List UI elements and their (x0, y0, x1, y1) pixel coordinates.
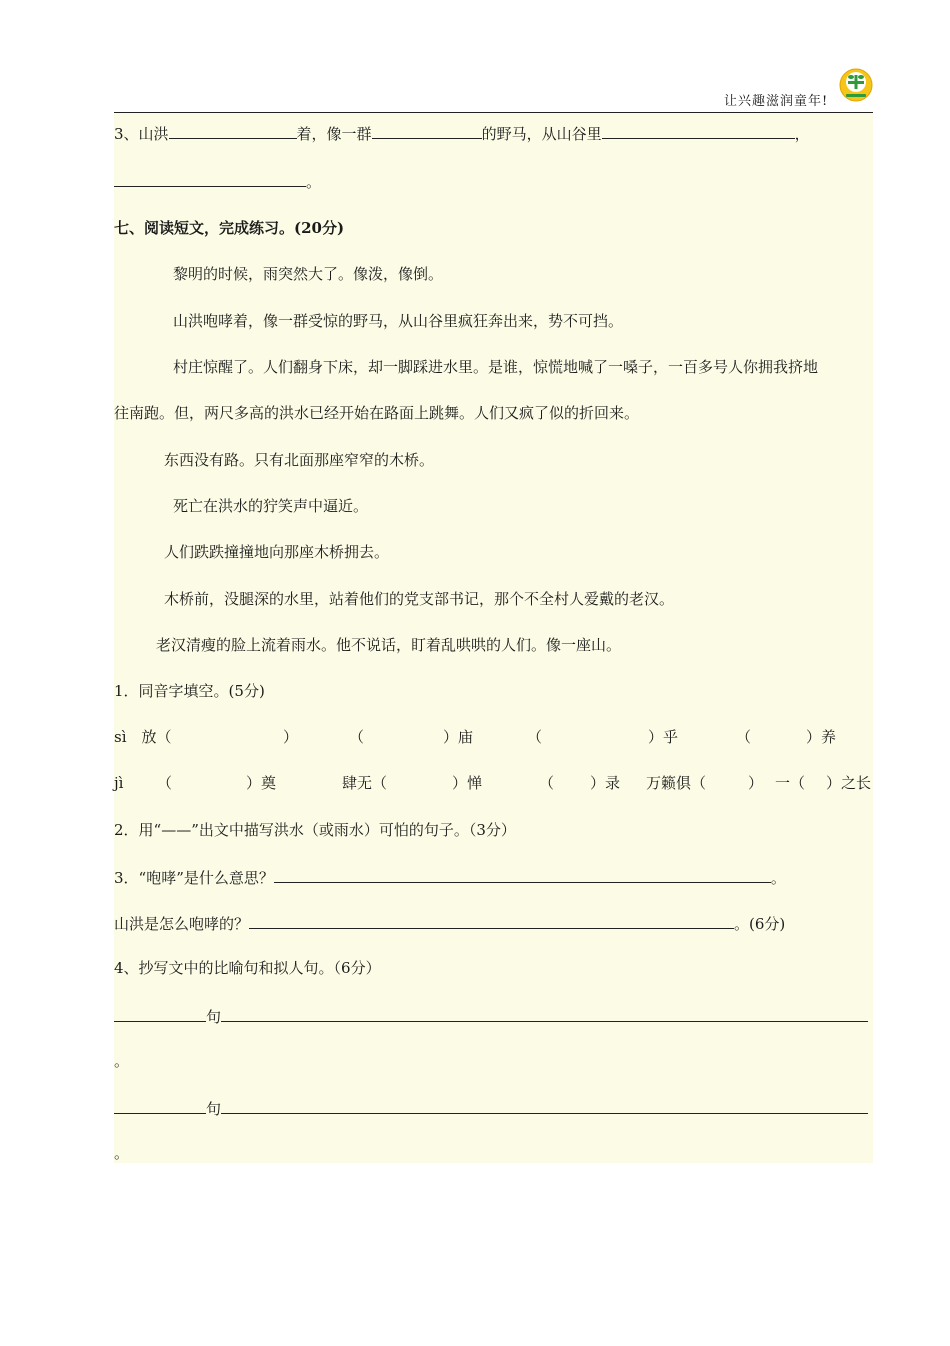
q4-title: 4、抄写文中的比喻句和拟人句。（6分） (114, 959, 381, 977)
paren: ）乎 (648, 728, 679, 746)
paragraph: 木桥前，没腿深的水里，站着他们的党支部书记，那个不全村人爱戴的老汉。 (164, 590, 675, 608)
q1-title: 1．同音字填空。(5分) (114, 682, 265, 700)
paren: 万籁俱（ (646, 774, 707, 792)
paren: ） (748, 774, 764, 792)
paragraph: 人们跌跌撞撞地向那座木桥拥去。 (164, 543, 390, 561)
answer-blank[interactable] (114, 1005, 206, 1022)
q4-answer-line-1: 句 (114, 1005, 868, 1027)
paragraph: 东西没有路。只有北面那座窄窄的木桥。 (164, 451, 435, 469)
header-slogan: 让兴趣滋润童年! (724, 94, 829, 109)
q1-jì-label: jì (114, 774, 124, 792)
answer-blank[interactable] (274, 866, 771, 883)
q3-sub: 山洪是怎么咆哮的？ 。(6分) (114, 912, 785, 934)
paren: （ (736, 728, 752, 746)
paren: ）奠 (246, 774, 277, 792)
school-logo-icon (839, 68, 873, 102)
paren: （ (539, 774, 555, 792)
paren: ）之长 (826, 774, 872, 792)
q1-sì-label: sì 放（ (114, 728, 172, 746)
section-title: 七、阅读短文，完成练习。(20分) (114, 219, 345, 237)
blank[interactable] (372, 122, 482, 139)
paragraph: 山洪咆哮着，像一群受惊的野马，从山谷里疯狂奔出来，势不可挡。 (173, 312, 624, 330)
answer-blank[interactable] (249, 912, 734, 929)
paren: （ (157, 774, 173, 792)
paragraph: 死亡在洪水的狞笑声中逼近。 (173, 497, 369, 515)
paren: ）录 (590, 774, 621, 792)
blank[interactable] (114, 170, 306, 187)
paren: （ (527, 728, 543, 746)
paragraph: 村庄惊醒了。人们翻身下床，却一脚踩进水里。是谁，惊慌地喊了一嗓子，一百多号人你拥我挤地 (173, 358, 819, 376)
paren: ）养 (806, 728, 837, 746)
answer-blank[interactable] (221, 1097, 868, 1114)
paren: 肆无（ (342, 774, 388, 792)
paragraph-cont: 往南跑。但，两尺多高的洪水已经开始在路面上跳舞。人们又疯了似的折回来。 (114, 404, 640, 422)
paren: ）庙 (443, 728, 474, 746)
blank[interactable] (169, 122, 297, 139)
answer-blank[interactable] (221, 1005, 868, 1022)
paren: ）惮 (452, 774, 483, 792)
paren: ） (283, 728, 299, 746)
paragraph: 老汉清瘦的脸上流着雨水。他不说话，盯着乱哄哄的人们。像一座山。 (156, 636, 622, 654)
paren: （ (349, 728, 365, 746)
q3-ask: 3．“咆哮”是什么意思？ 。 (114, 866, 786, 888)
period: 。 (114, 1052, 130, 1070)
blank[interactable] (602, 122, 795, 139)
answer-blank[interactable] (114, 1097, 206, 1114)
q4-answer-line-2: 句 (114, 1097, 868, 1119)
q3-fill-line-2: 。 (114, 170, 321, 192)
period: 。 (114, 1144, 130, 1162)
paren: 一（ (775, 774, 806, 792)
paragraph: 黎明的时候，雨突然大了。像泼，像倒。 (173, 265, 444, 283)
q3-fill-line: 3、山洪 着，像一群 的野马，从山谷里 ， (114, 122, 810, 144)
q2-text: 2．用“——”出文中描写洪水（或雨水）可怕的句子。（3分） (114, 821, 516, 839)
